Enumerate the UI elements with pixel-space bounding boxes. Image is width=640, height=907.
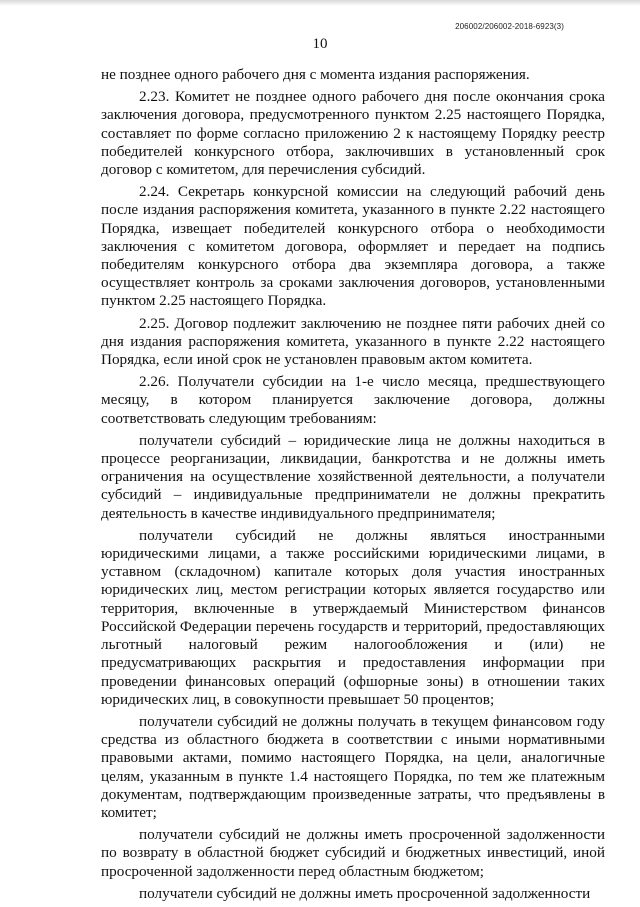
page-number: 10 (312, 36, 328, 52)
scan-edge (0, 0, 640, 6)
paragraph: 2.26. Получатели субсидии на 1-е число месяца, предшествующего месяцу, в котором планируется заключение договора, должны соответствовать следующим требованиям: (101, 373, 605, 427)
paragraph: получатели субсидий не должны получать в текущем финансовом году средства из областного бюджета в соответствии с иными нормативными правовыми актами, помимо настоящего Порядка, на цели, аналогичные целям, указанным в пункте 1.4 настоящего Порядка, по тем же платежным документам, подтверждающим произведенные затраты, что предъявлены в комитет; (101, 712, 605, 821)
document-id: 206002/206002-2018-6923(3) (455, 22, 564, 31)
paragraph: не позднее одного рабочего дня с момента издания распоряжения. (101, 66, 530, 83)
paragraph: получатели субсидий не должны иметь просроченной задолженности (139, 884, 591, 902)
paragraph: 2.25. Договор подлежит заключению не позднее пяти рабочих дней со дня издания распоряжения комитета, указанного в пункте 2.22 настоящего Порядка, если иной срок не установлен правовым актом комитета. (101, 314, 605, 369)
paragraph: получатели субсидий не должны иметь просроченной задолженности по возврату в областной бюджет субсидий и бюджетных инвестиций, иной просроченной задолженности перед областным бюджетом; (101, 826, 605, 880)
paragraph: 2.23. Комитет не позднее одного рабочего дня после окончания срока заключения договора, предусмотренного пунктом 2.25 настоящего Порядка, составляет по форме согласно приложению 2 к настоящему Порядку реестр победителей конкурсного отбора, заключивших в установленный срок договор с комитетом, для перечисления субсидий. (101, 88, 605, 179)
paragraph: получатели субсидий – юридические лица не должны находиться в процессе реорганизации, ликвидации, банкротства и не должны иметь ограничения на осуществление хозяйственной деятельности, а получатели субсидий – индивидуальные предприниматели не должны прекратить деятельность в качестве индивидуального предпринимателя; (101, 431, 605, 522)
paragraph: 2.24. Секретарь конкурсной комиссии на следующий рабочий день после издания распоряжения комитета, указанного в пункте 2.22 настоящего Порядка, извещает победителей конкурсного отбора о необходимости заключения с комитетом договора, оформляет и передает на подпись победителям конкурсного отбора два экземпляра договора, а также осуществляет контроль за сроками заключения договоров, установленными пунктом 2.25 настоящего Порядка. (101, 183, 605, 310)
document-body (101, 66, 605, 907)
paragraph: получатели субсидий не должны являться иностранными юридическими лицами, а также российскими юридическими лицами, в уставном (складочном) капитале которых доля участия иностранных юридических лиц, местом регистрации которых является государство или территория, включенные в утверждаемый Министерством финансов Российской Федерации перечень государств и территорий, предоставляющих льготный налоговый режим налогообложения и (или) не предусматривающих раскрытия и предоставления информации при проведении финансовых операций (офшорные зоны) в отношении таких юридических лиц, в совокупности превышает 50 процентов; (101, 526, 605, 708)
